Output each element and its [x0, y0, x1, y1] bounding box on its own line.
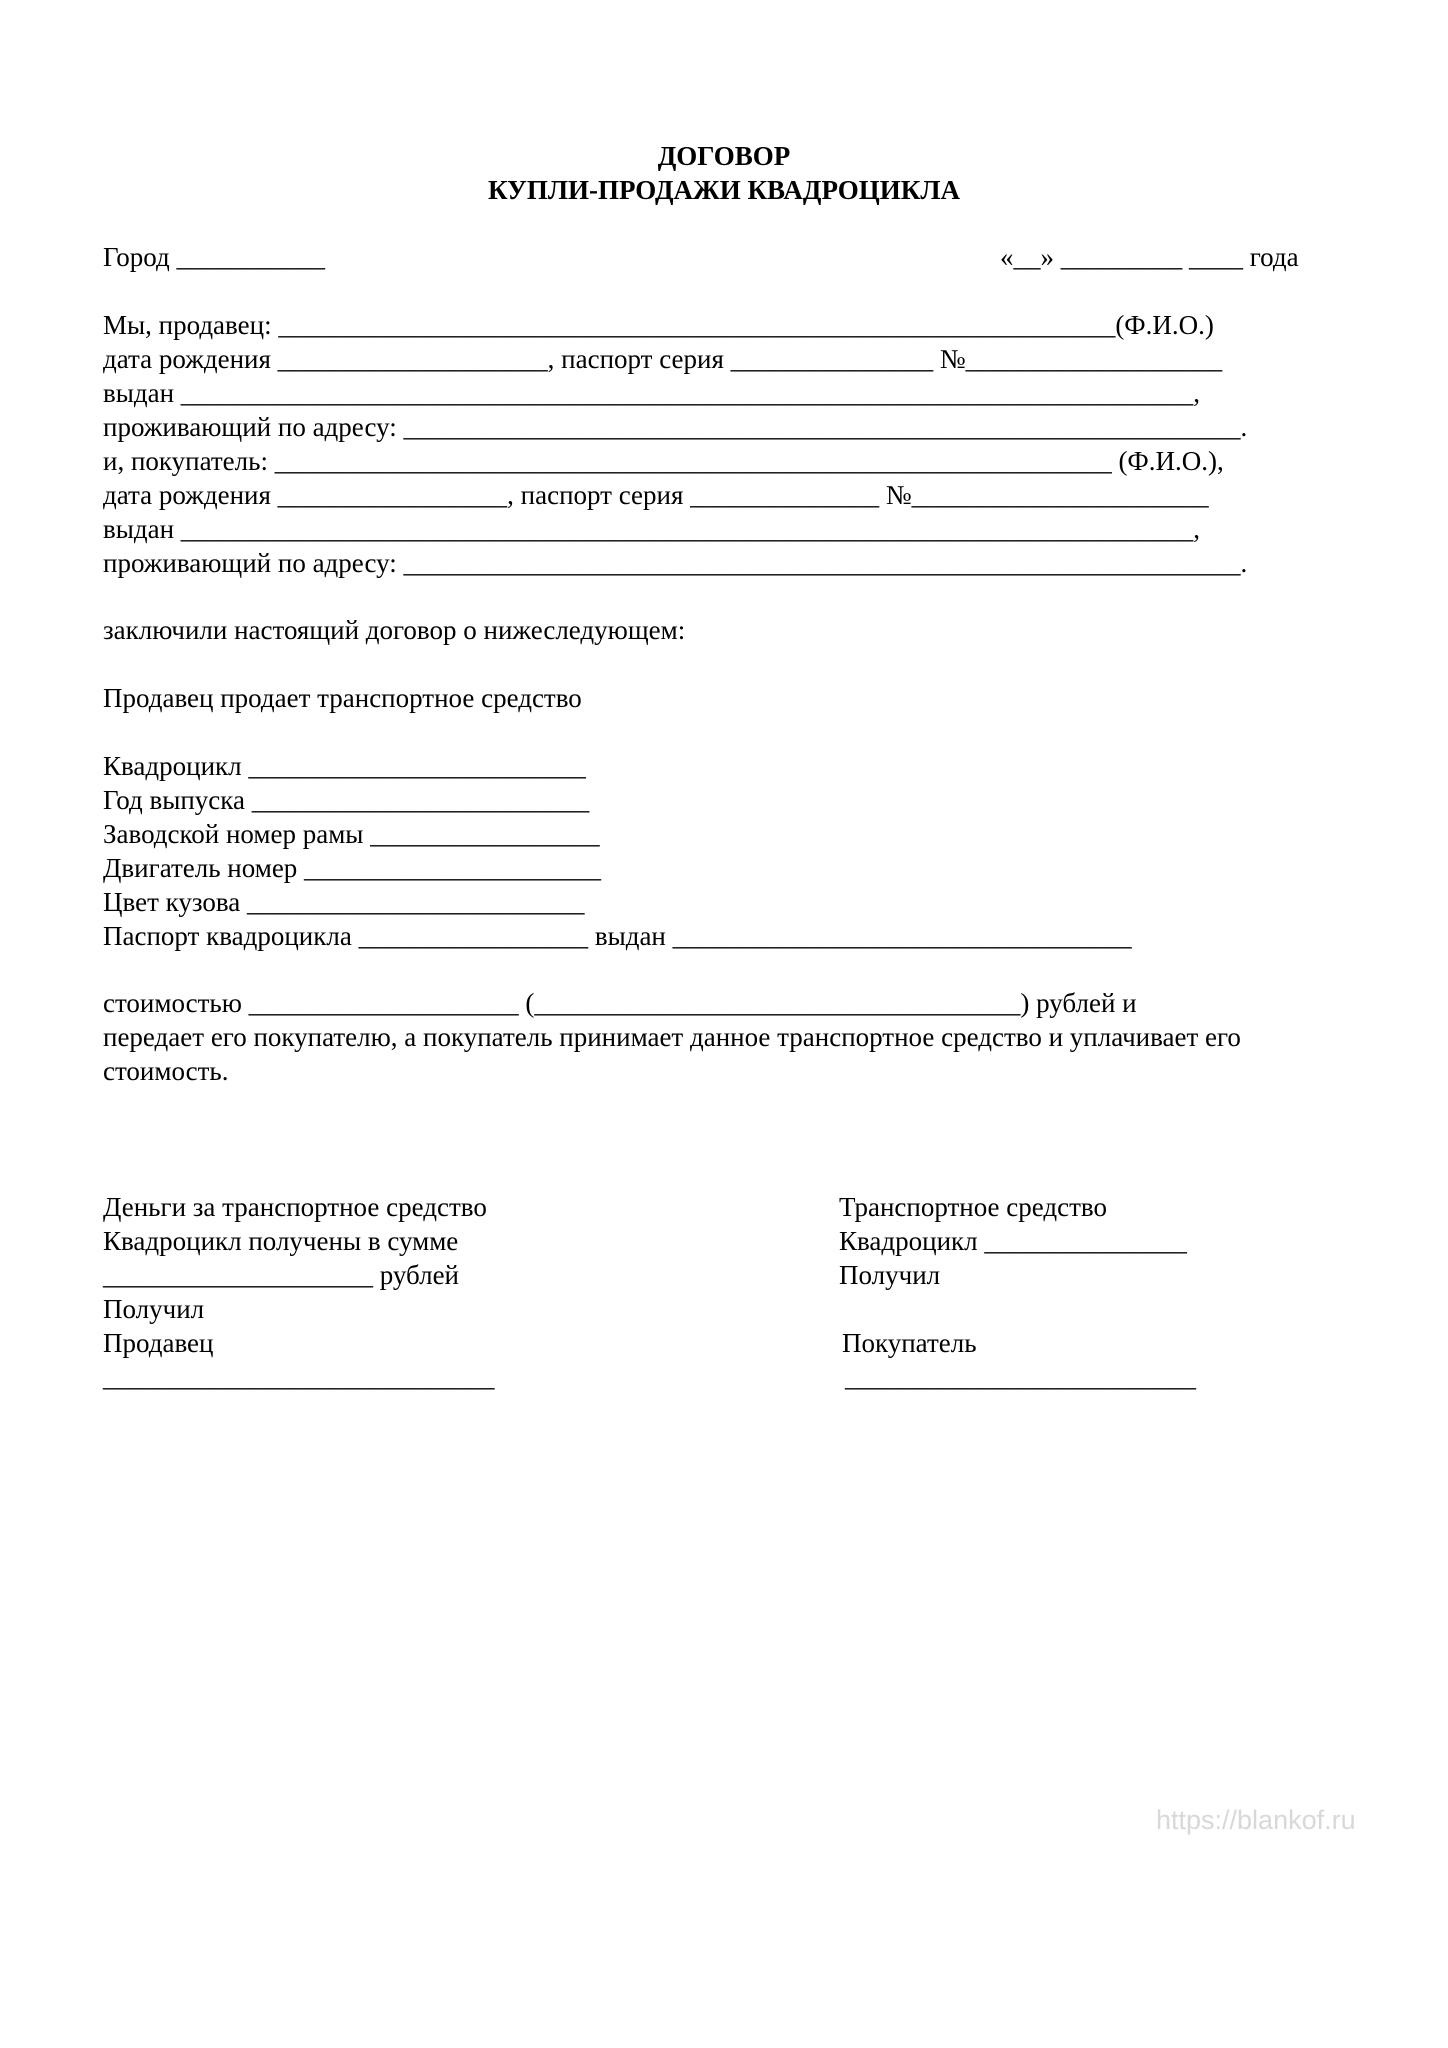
seller-passport-line: дата рождения ____________________, паспорт серия _______________ №___________________	[103, 344, 1223, 374]
concluded-text: заключили настоящий договор о нижеследующем:	[103, 615, 686, 645]
buyer-label: Покупатель	[842, 1328, 977, 1358]
money-amount-line: ____________________ рублей	[103, 1260, 460, 1290]
body-color-line: Цвет кузова _________________________	[103, 887, 585, 917]
money-received-line2: Квадроцикл получены в сумме	[103, 1226, 459, 1256]
city-field: Город ___________	[103, 242, 325, 272]
buyer-address-line: проживающий по адресу: ______________________________________________________________.	[103, 548, 1248, 578]
buyer-name-line: и, покупатель: ______________________________________________________________ (Ф.И.О.),	[103, 446, 1224, 476]
vehicle-passport-line: Паспорт квадроцикла _________________ выдан __________________________________	[103, 921, 1132, 951]
engine-number-line: Двигатель номер ______________________	[103, 853, 602, 883]
seller-address-line: проживающий по адресу: ______________________________________________________________.	[103, 412, 1248, 442]
watermark-link[interactable]: https://blankof.ru	[1156, 1805, 1356, 1835]
cost-continuation: передает его покупателю, а покупатель принимает данное транспортное средство и уплачивает его стоимость.	[103, 1022, 1241, 1086]
buyer-issued-line: выдан ___________________________________________________________________________,	[103, 514, 1201, 544]
frame-number-line: Заводской номер рамы _________________	[103, 819, 600, 849]
seller-signature-line: _____________________________	[103, 1362, 495, 1392]
document-title: ДОГОВОР	[657, 141, 791, 171]
seller-name-line: Мы, продавец: ______________________________________________________________(Ф.И.О.)	[103, 310, 1214, 340]
seller-received-label: Получил	[103, 1294, 205, 1324]
vehicle-received-line1: Транспортное средство	[839, 1192, 1107, 1222]
seller-sells-text: Продавец продает транспортное средство	[103, 683, 582, 713]
vehicle-model-line: Квадроцикл _________________________	[103, 751, 586, 781]
seller-issued-line: выдан ___________________________________________________________________________,	[103, 378, 1201, 408]
document-subtitle: КУПЛИ-ПРОДАЖИ КВАДРОЦИКЛА	[488, 175, 960, 205]
cost-line: стоимостью ____________________ (____________________________________) рублей и	[103, 988, 1137, 1018]
buyer-passport-line: дата рождения _________________, паспорт серия ______________ №______________________	[103, 480, 1209, 510]
buyer-received-label: Получил	[839, 1260, 941, 1290]
buyer-signature-line: __________________________	[845, 1362, 1196, 1392]
vehicle-received-line2: Квадроцикл _______________	[839, 1226, 1187, 1256]
date-field: «__» _________ ____ года	[1000, 242, 1299, 272]
seller-label: Продавец	[103, 1328, 214, 1358]
money-received-line1: Деньги за транспортное средство	[103, 1192, 487, 1222]
vehicle-year-line: Год выпуска _________________________	[103, 785, 590, 815]
